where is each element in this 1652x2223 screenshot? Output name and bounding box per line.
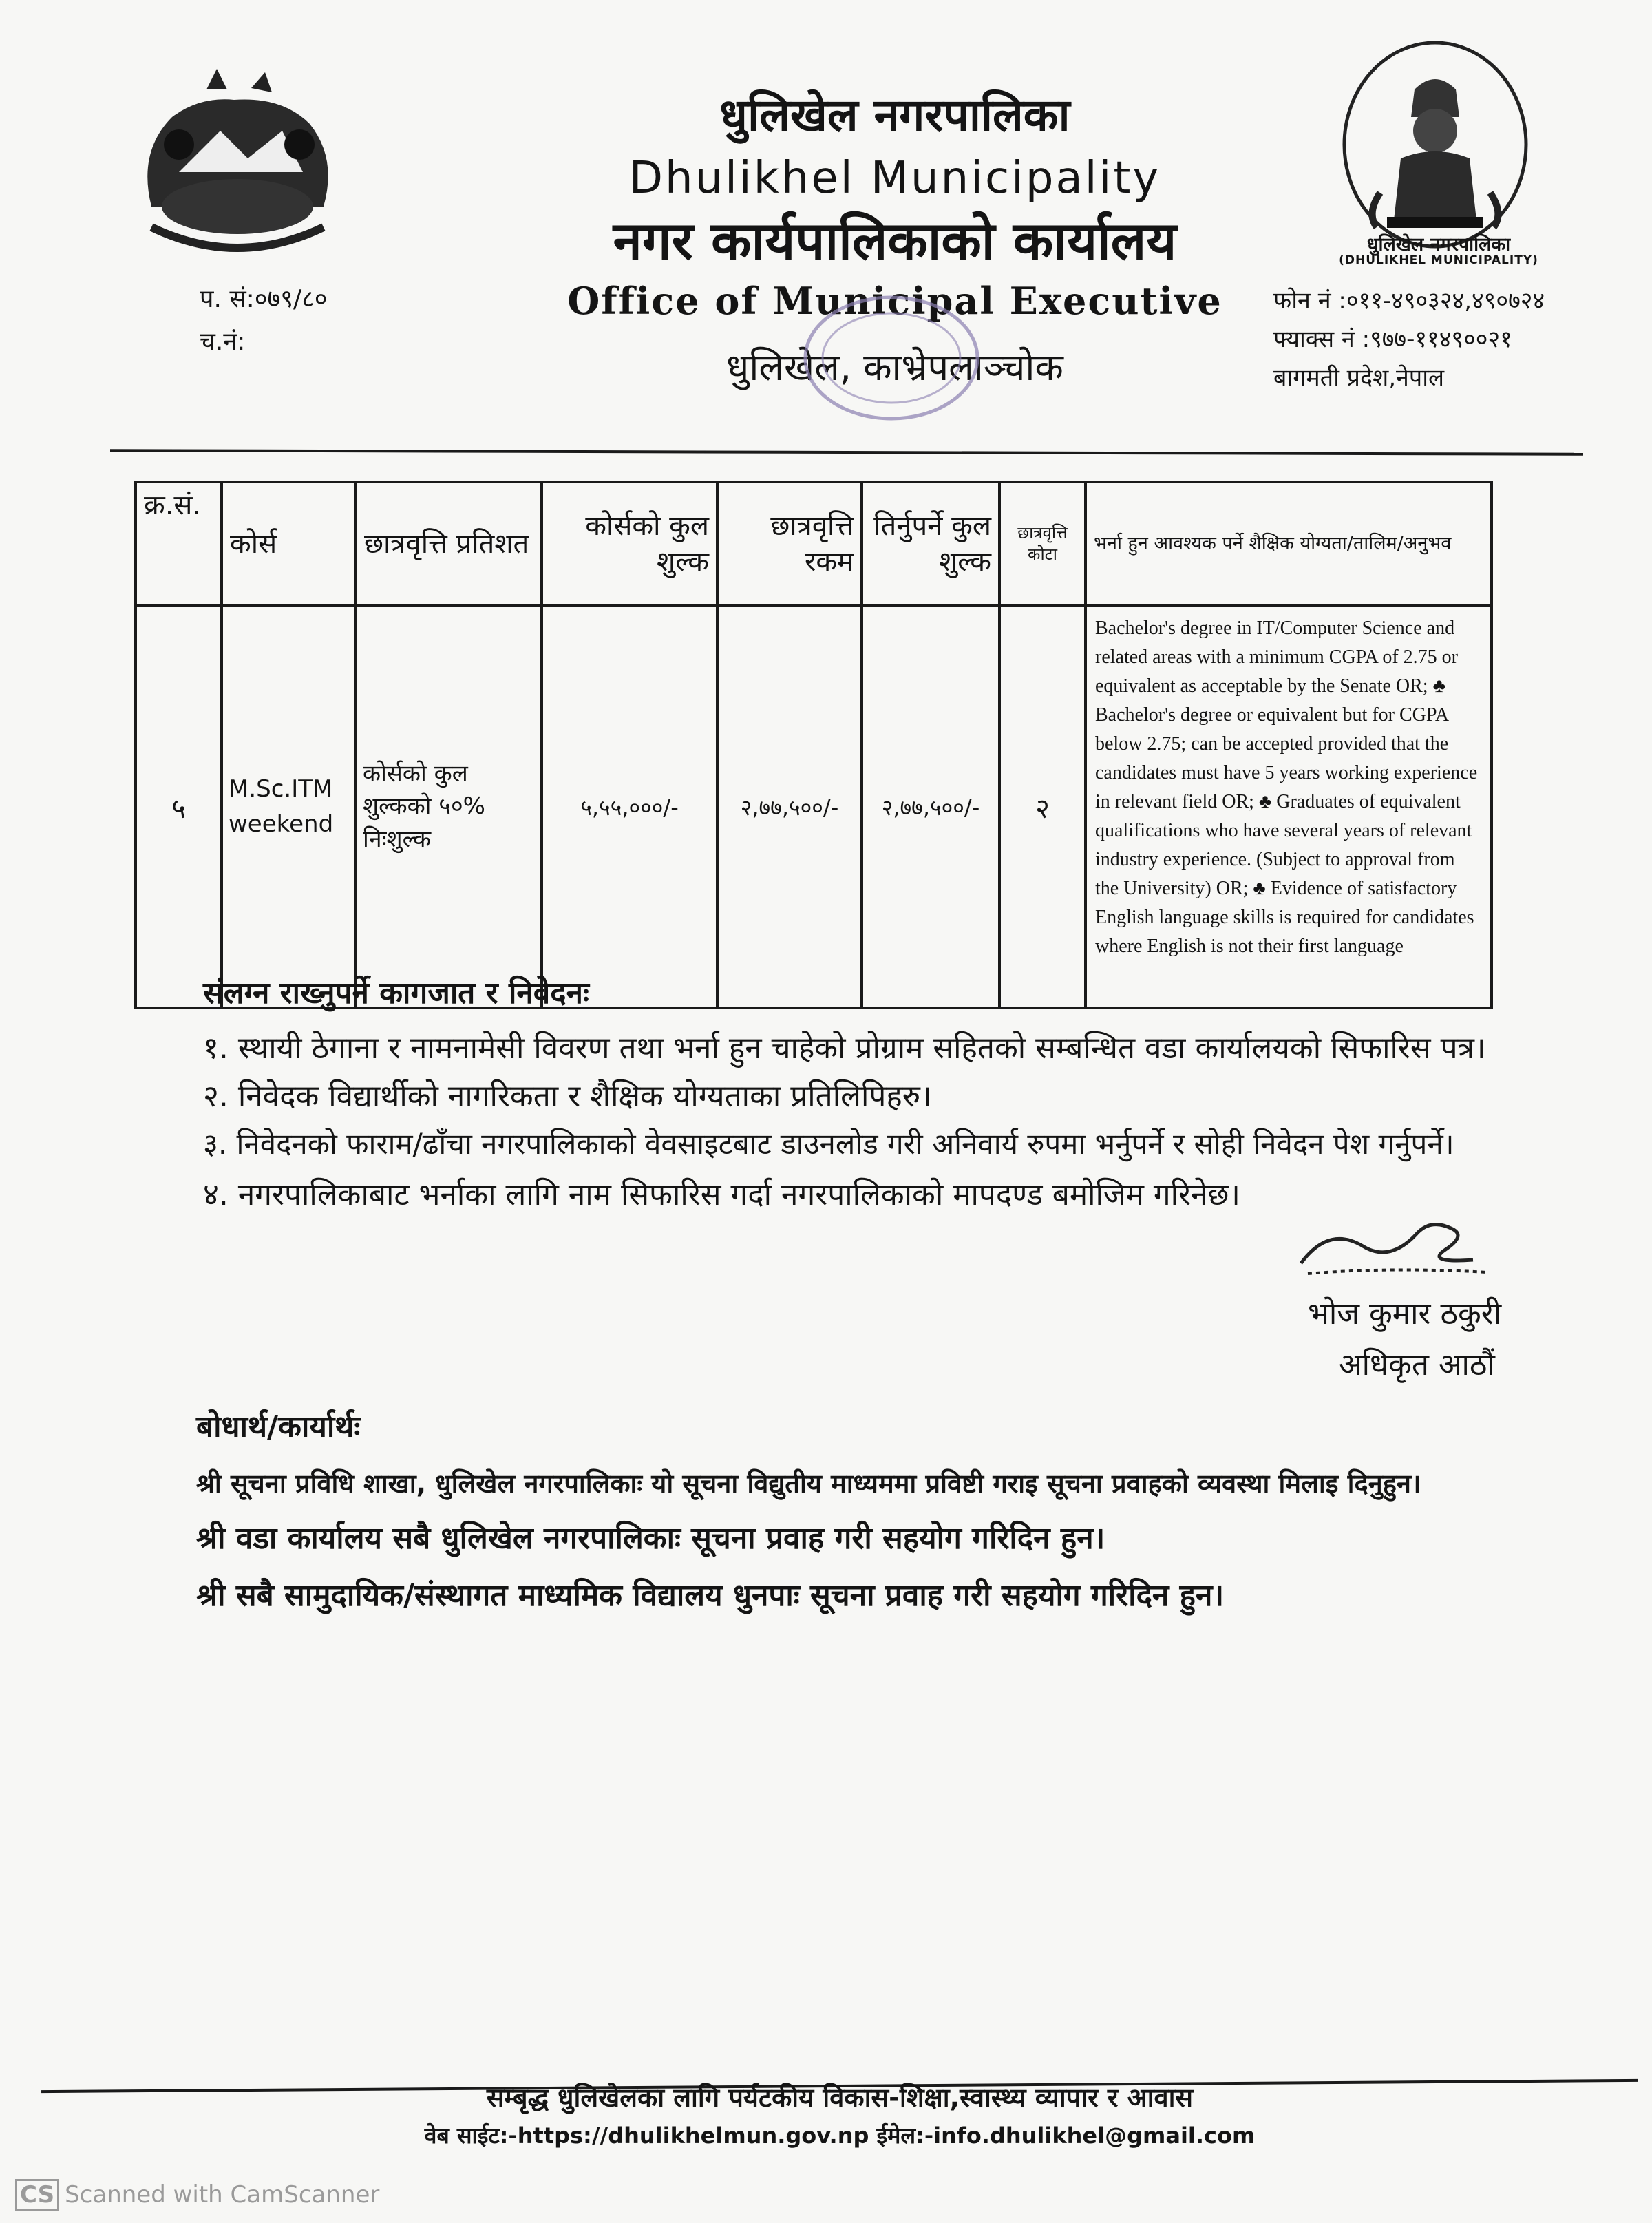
header-serial-number: क्र.सं. <box>136 482 222 606</box>
cell-serial-number: ५ <box>136 606 222 1008</box>
document-item: १. स्थायी ठेगाना र नामनामेसी विवरण तथा भर्ना हुन चाहेको प्रोग्राम सहितको सम्बन्धित वडा कार्यालयको सिफारिस पत्र। <box>203 1031 1486 1066</box>
cc-title: बोधार्थ/कार्यार्थः <box>196 1409 361 1444</box>
header-divider <box>110 449 1583 456</box>
cc-item: श्री वडा कार्यालय सबै धुलिखेल नगरपालिकाः सूचना प्रवाह गरी सहयोग गरिदिन हुन। <box>196 1521 1105 1556</box>
reference-number: प. सं:०७९/८० <box>200 285 328 313</box>
office-name-en: Office of Municipal Executive <box>567 279 1222 323</box>
cc-item: श्री सूचना प्रविधि शाखा, धुलिखेल नगरपालिकाः यो सूचना विद्युतीय माध्यममा प्रविष्टी गराइ सूचना प्रवाहको व्यवस्था मिलाइ दिनुहुन। <box>196 1468 1421 1499</box>
header-eligibility: भर्ना हुन आवश्यक पर्ने शैक्षिक योग्यता/तालिम/अनुभव <box>1086 482 1492 606</box>
municipality-name-np: धुलिखेल नगरपालिका <box>719 89 1070 142</box>
nepal-emblem-icon <box>124 69 351 268</box>
fax-number: फ्याक्स नं :९७७-११४९००२१ <box>1273 326 1512 353</box>
table-row <box>136 606 1492 1008</box>
table-header-row <box>136 482 1492 606</box>
signature-icon <box>1287 1198 1494 1287</box>
office-address: धुलिखेल, काभ्रेपलाञ्चोक <box>726 346 1063 389</box>
header-scholarship-percent: छात्रवृत्ति प्रतिशत <box>356 482 542 606</box>
signatory-name: भोज कुमार ठकुरी <box>1308 1296 1502 1331</box>
signatory-designation: अधिकृत आठौं <box>1339 1347 1495 1382</box>
province-name: बागमती प्रदेश,नेपाल <box>1273 364 1445 392</box>
header-payable-fee: तिर्नुपर्ने कुल शुल्क <box>862 482 999 606</box>
header-total-fee: कोर्सको कुल शुल्क <box>542 482 717 606</box>
scholarship-table <box>134 481 1493 1009</box>
municipality-name-en: Dhulikhel Municipality <box>628 153 1161 204</box>
cc-item: श्री सबै सामुदायिक/संस्थागत माध्यमिक विद्यालय धुनपाः सूचना प्रवाह गरी सहयोग गरिदिन हुन। <box>196 1578 1225 1613</box>
document-item: ४. नगरपालिकाबाट भर्नाका लागि नाम सिफारिस गर्दा नगरपालिकाको मापदण्ड बमोजिम गरिनेछ। <box>203 1177 1240 1212</box>
cell-scholarship-amount: २,७७,५००/- <box>717 606 862 1008</box>
phone-number: फोन नं :०११-४९०३२४,४९०७२४ <box>1273 287 1545 315</box>
scanner-watermark <box>15 2179 379 2211</box>
documents-title: संलग्न राख्नुपर्ने कागजात र निवेदनः <box>203 976 589 1011</box>
header-quota: छात्रवृत्ति कोटा <box>999 482 1086 606</box>
cell-eligibility: Bachelor's degree in IT/Computer Science and related areas with a minimum CGPA of 2.75 or equivalent as acceptable by the Senate OR; ♣ Bachelor's degree or equivalent but for CGPA below 2.75; can be accepted provided that the candidates must have 5 years working experience in relevant field OR; ♣ Graduates of equivalent qualifications who have several years of relevant industry experience. (Subject to approval from the University) OR; ♣ Evidence of satisfactory English language skills is required for candidates where English is not their first language <box>1086 606 1492 1008</box>
camscanner-logo: CS <box>15 2179 59 2211</box>
cell-total-fee: ५,५५,०००/- <box>542 606 717 1008</box>
cell-quota: २ <box>999 606 1086 1008</box>
cell-scholarship-percent: कोर्सको कुल शुल्कको ५०% निःशुल्क <box>356 606 542 1008</box>
cell-payable-fee: २,७७,५००/- <box>862 606 999 1008</box>
office-stamp-icon <box>798 289 984 427</box>
header-scholarship-amount: छात्रवृत्ति रकम <box>717 482 862 606</box>
municipality-logo-sublabel: (DHULIKHEL MUNICIPALITY) <box>1339 253 1538 267</box>
office-name-np: नगर कार्यपालिकाको कार्यालय <box>613 210 1177 271</box>
header-course: कोर्स <box>222 482 356 606</box>
footer-contact: वेब साईट:-https://dhulikhelmun.gov.np ईमेल:-info.dhulikhel@gmail.com <box>424 2122 1256 2149</box>
dispatch-number: च.नं: <box>200 328 246 356</box>
cell-course: M.Sc.ITM weekend <box>222 606 356 1008</box>
scanner-text: Scanned with CamScanner <box>65 2181 380 2209</box>
document-item: २. निवेदक विद्यार्थीको नागरिकता र शैक्षिक योग्यताका प्रतिलिपिहरु। <box>203 1079 932 1114</box>
municipality-logo-label: धुलिखेल नगरपालिका <box>1366 234 1511 255</box>
footer-slogan: सम्बृद्ध धुलिखेलका लागि पर्यटकीय विकास-शिक्षा,स्वास्थ्य व्यापार र आवास <box>486 2083 1194 2113</box>
document-item: ३. निवेदनको फाराम/ढाँचा नगरपालिकाको वेवसाइटबाट डाउनलोड गरी अनिवार्य रुपमा भर्नुपर्ने र सोही निवेदन पेश गर्नुपर्ने। <box>203 1127 1454 1161</box>
